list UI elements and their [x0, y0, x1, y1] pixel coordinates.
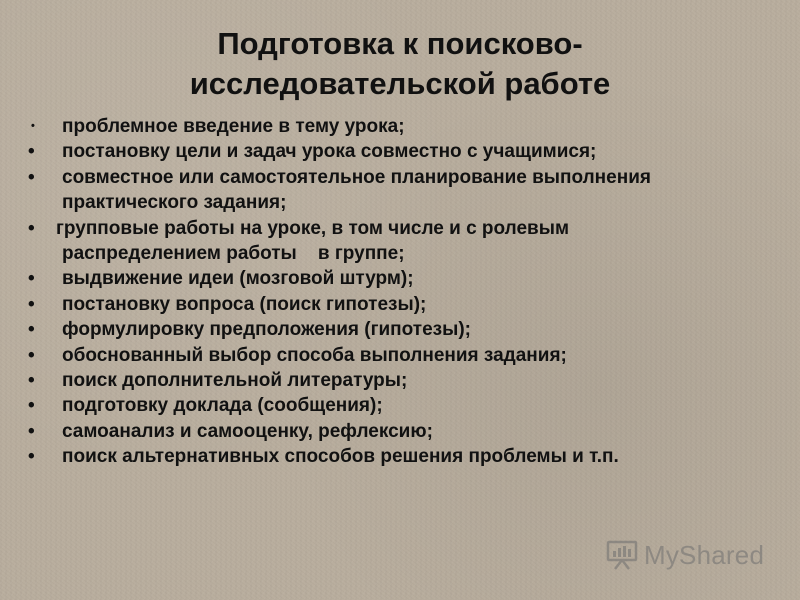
- bullet-icon: •: [28, 141, 35, 163]
- bullet-item: [28, 139, 778, 164]
- bullet-text: поиск дополнительной литературы;: [62, 370, 408, 392]
- bullet-text: самоанализ и самооценку, рефлексию;: [62, 420, 433, 442]
- bullet-text: выдвижение идеи (мозговой штурм);: [62, 268, 414, 290]
- watermark-text: MyShared: [644, 539, 765, 570]
- bullet-icon: •: [28, 293, 35, 315]
- slide-title-line-2: исследовательской работе: [189, 66, 611, 101]
- bullet-icon: •: [28, 420, 35, 442]
- bullet-text: совместное или самостоятельное планирование выполнения: [62, 166, 651, 188]
- bullet-icon: •: [28, 370, 35, 392]
- bullet-text: поиск альтернативных способов решения проблемы и т.п.: [62, 446, 619, 468]
- watermark-logo: [606, 538, 764, 572]
- bullet-icon: •: [28, 344, 35, 366]
- bullet-text: постановку цели и задач урока совместно с учащимися;: [62, 141, 597, 163]
- slide-title-line-1: Подготовка к поисково-: [217, 26, 583, 61]
- bullet-item: [28, 165, 778, 216]
- bullet-icon: •: [28, 395, 35, 417]
- bullet-item: [28, 343, 778, 368]
- bullet-text-continuation: распределением работы в группе;: [62, 243, 405, 265]
- bullet-text: групповые работы на уроке, в том числе и с ролевым: [56, 217, 570, 239]
- bullet-list: [28, 114, 778, 470]
- bullet-icon: •: [28, 319, 35, 341]
- bullet-text: обоснованный выбор способа выполнения задания;: [62, 344, 567, 366]
- bullet-icon: •: [28, 446, 35, 468]
- bullet-icon: •: [28, 268, 35, 290]
- bullet-icon: •: [28, 166, 35, 188]
- bullet-icon: •: [31, 120, 35, 132]
- bullet-item: [28, 368, 778, 393]
- bullet-item: [28, 444, 778, 469]
- bullet-item: [28, 317, 778, 342]
- bullet-text: проблемное введение в тему урока;: [62, 116, 405, 137]
- presentation-board-icon: [606, 540, 638, 570]
- slide-title: [100, 24, 700, 104]
- bullet-item: [28, 216, 778, 267]
- bullet-text: подготовку доклада (сообщения);: [62, 395, 383, 417]
- bullet-text-continuation: практического задания;: [62, 192, 287, 214]
- bullet-item: [28, 266, 778, 291]
- bullet-item: [28, 419, 778, 444]
- bullet-text: формулировку предположения (гипотезы);: [62, 319, 471, 341]
- bullet-item: [28, 292, 778, 317]
- bullet-item: [28, 114, 778, 139]
- bullet-icon: •: [28, 217, 35, 239]
- bullet-text: постановку вопроса (поиск гипотезы);: [62, 293, 427, 315]
- bullet-item: [28, 393, 778, 418]
